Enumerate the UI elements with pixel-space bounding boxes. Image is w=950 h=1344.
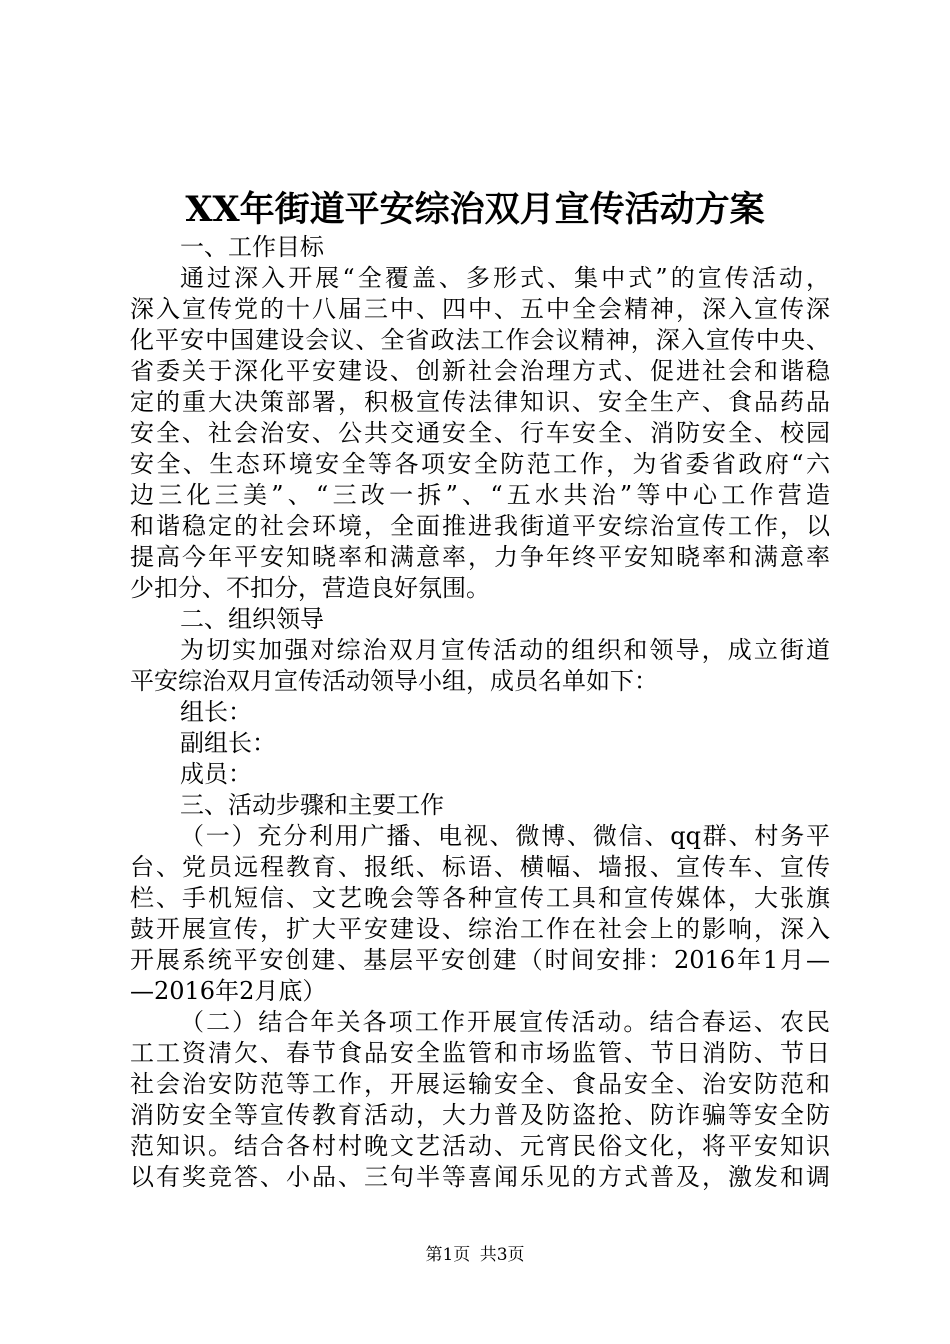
paragraph-line: 台、党员远程教育、报纸、标语、横幅、墙报、宣传车、宣传 [130,853,830,881]
paragraph-line: —2016年2月底） [130,977,327,1005]
paragraph-line: 工工资清欠、春节食品安全监管和市场监管、节日消防、节日 [130,1039,830,1067]
page-total: 共3页 [479,1245,525,1265]
section-heading-leadership: 二、组织领导 [180,605,324,633]
paragraph-line: 边三化三美”、“三改一拆”、“五水共治”等中心工作营造 [130,481,830,509]
paragraph-line: 栏、手机短信、文艺晚会等各种宣传工具和宣传媒体，大张旗 [130,884,830,912]
paragraph-line: 社会治安防范等工作，开展运输安全、食品安全、治安防范和 [130,1070,830,1098]
section-heading-goals: 一、工作目标 [180,233,324,261]
paragraph-line: （一）充分利用广播、电视、微博、微信、qq群、村务平 [180,822,830,850]
paragraph-line: 通过深入开展“全覆盖、多形式、集中式”的宣传活动， [180,264,830,292]
paragraph-line: 和谐稳定的社会环境，全面推进我街道平安综治宣传工作，以 [130,512,830,540]
document-body [130,232,830,1193]
paragraph-line: 安全、生态环境安全等各项安全防范工作，为省委省政府“六 [130,450,830,478]
paragraph-line: 平安综治双月宣传活动领导小组，成员名单如下： [130,667,658,695]
members-label: 成员： [180,760,252,788]
paragraph-line: 省委关于深化平安建设、创新社会治理方式、促进社会和谐稳 [130,357,830,385]
paragraph-line: 少扣分、不扣分，营造良好氛围。 [130,574,490,602]
paragraph-line: 深入宣传党的十八届三中、四中、五中全会精神，深入宣传深 [130,295,830,323]
leader-label: 组长： [180,698,252,726]
paragraph-line: 以有奖竞答、小品、三句半等喜闻乐见的方式普及，激发和调 [130,1163,830,1191]
paragraph-line: 消防安全等宣传教育活动，大力普及防盗抢、防诈骗等安全防 [130,1101,830,1129]
paragraph-line: 定的重大决策部署，积极宣传法律知识、安全生产、食品药品 [130,388,830,416]
paragraph-line: 提高今年平安知晓率和满意率，力争年终平安知晓率和满意率 [130,543,830,571]
document-title: XX年街道平安综治双月宣传活动方案 [185,189,765,230]
paragraph-line: 范知识。结合各村村晚文艺活动、元宵民俗文化，将平安知识 [130,1132,830,1160]
paragraph-line: （二）结合年关各项工作开展宣传活动。结合春运、农民 [180,1008,830,1036]
paragraph-line: 鼓开展宣传，扩大平安建设、综治工作在社会上的影响，深入 [130,915,830,943]
paragraph-line: 化平安中国建设会议、全省政法工作会议精神，深入宣传中央、 [130,326,830,354]
page-footer [0,1243,950,1267]
paragraph-line: 开展系统平安创建、基层平安创建（时间安排：2016年1月— [130,946,830,974]
paragraph-line: 安全、社会治安、公共交通安全、行车安全、消防安全、校园 [130,419,830,447]
paragraph-line: 为切实加强对综治双月宣传活动的组织和领导，成立街道 [180,636,830,664]
page-number: 第1页 [425,1245,471,1265]
deputy-leader-label: 副组长： [180,729,276,757]
section-heading-steps: 三、活动步骤和主要工作 [180,791,444,819]
